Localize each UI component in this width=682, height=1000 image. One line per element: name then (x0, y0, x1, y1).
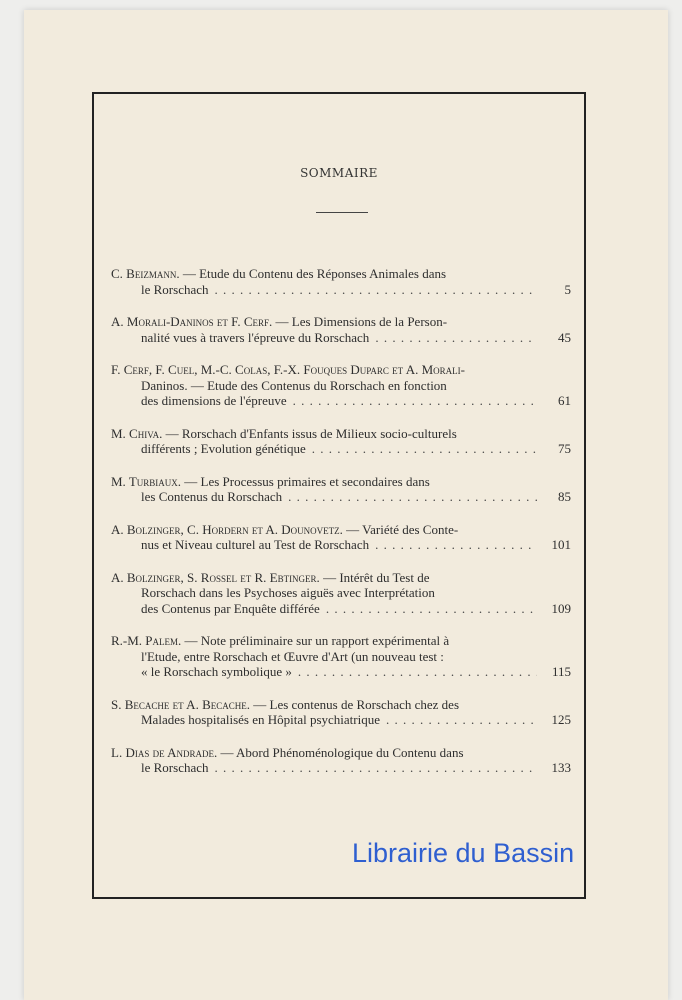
entry-page-number: 115 (551, 664, 571, 679)
entry-title-line: nus et Niveau culturel au Test de Rorschach (141, 537, 370, 552)
entry-authors: F. Cerf, F. Cuel, M.-C. Colas, F.-X. Fouques Duparc et A. Morali- (111, 362, 465, 377)
entry-authors: A. Bolzinger, S. Rossel et R. Ebtinger. (111, 569, 320, 585)
entry-title-line: — Les Dimensions de la Person- (275, 314, 448, 329)
toc-entry (111, 266, 571, 297)
entry-title-line: Daninos. — Etude des Contenus du Rorschach en fonction (141, 377, 447, 393)
toc-entry (111, 522, 571, 553)
entry-authors: S. Becache et A. Becache. (111, 696, 250, 712)
toc-entry (111, 570, 571, 617)
dot-leader (375, 330, 537, 346)
entry-title-line: — Note préliminaire sur un rapport expérimental à (184, 633, 450, 648)
entry-title-line: — Les Processus primaires et secondaires dans (184, 473, 430, 489)
entry-page-number: 75 (558, 441, 571, 456)
dot-leader (298, 664, 537, 680)
entry-title-line: « le Rorschach symbolique » (141, 664, 292, 679)
toc-entry (111, 633, 571, 680)
entry-title-line: des Contenus par Enquête différée (141, 600, 320, 616)
entry-page-number: 45 (558, 329, 571, 345)
entry-title-line: le Rorschach (141, 281, 209, 297)
dot-leader (326, 601, 537, 617)
page-title: SOMMAIRE (300, 166, 378, 180)
entry-authors: M. Chiva. (111, 425, 163, 441)
entry-authors: A. Bolzinger, C. Hordern et A. Dounovetz. (111, 521, 343, 537)
bookseller-watermark: Librairie du Bassin (352, 838, 575, 868)
entry-title-line: Rorschach dans les Psychoses aiguës avec Interprétation (141, 585, 435, 600)
entry-title-line: différents ; Evolution génétique (141, 441, 306, 456)
entry-page-number: 101 (551, 537, 571, 552)
toc-entry (111, 745, 571, 776)
toc-entry (111, 314, 571, 345)
toc-entry (111, 697, 571, 728)
dot-leader (215, 282, 537, 298)
entry-page-number: 125 (551, 712, 571, 727)
entry-page-number: 109 (551, 600, 571, 616)
entry-title-line: les Contenus du Rorschach (141, 489, 283, 504)
entry-page-number: 85 (558, 489, 571, 504)
title-rule (316, 212, 368, 213)
entry-title-line: — Etude du Contenu des Réponses Animales dans (182, 266, 447, 281)
entry-authors: A. Morali-Daninos et F. Cerf. (111, 314, 273, 329)
entry-title-line: — Abord Phénoménologique du Contenu dans (220, 744, 464, 760)
entry-authors: M. Turbiaux. (111, 473, 182, 489)
entry-title-line: le Rorschach (141, 760, 209, 775)
dot-leader (312, 441, 537, 457)
entry-title-line: — Les contenus de Rorschach chez des (253, 696, 460, 712)
entry-title-line: — Rorschach d'Enfants issus de Milieux socio-culturels (165, 425, 457, 441)
table-of-contents (111, 266, 571, 793)
dot-leader (293, 393, 537, 409)
entry-title-line: — Variété des Conte- (346, 521, 459, 537)
entry-page-number: 133 (551, 760, 571, 775)
entry-authors: C. Beizmann. (111, 266, 180, 281)
entry-title-line: Malades hospitalisés en Hôpital psychiatrique (141, 712, 381, 727)
entry-page-number: 5 (564, 281, 571, 297)
toc-entry (111, 474, 571, 505)
entry-authors: R.-M. Palem. (111, 633, 182, 648)
entry-title-line: — Intérêt du Test de (323, 569, 430, 585)
entry-title-line: l'Etude, entre Rorschach et Œuvre d'Art (un nouveau test : (141, 648, 444, 664)
dot-leader (386, 712, 537, 728)
entry-authors: L. Dias de Andrade. (111, 744, 218, 760)
entry-title-line: des dimensions de l'épreuve (141, 393, 287, 408)
toc-entry (111, 362, 571, 409)
entry-title-line: nalité vues à travers l'épreuve du Rorschach (141, 329, 370, 345)
dot-leader (215, 760, 537, 776)
entry-page-number: 61 (558, 393, 571, 408)
toc-entry (111, 426, 571, 457)
dot-leader (288, 489, 537, 505)
dot-leader (375, 537, 537, 553)
